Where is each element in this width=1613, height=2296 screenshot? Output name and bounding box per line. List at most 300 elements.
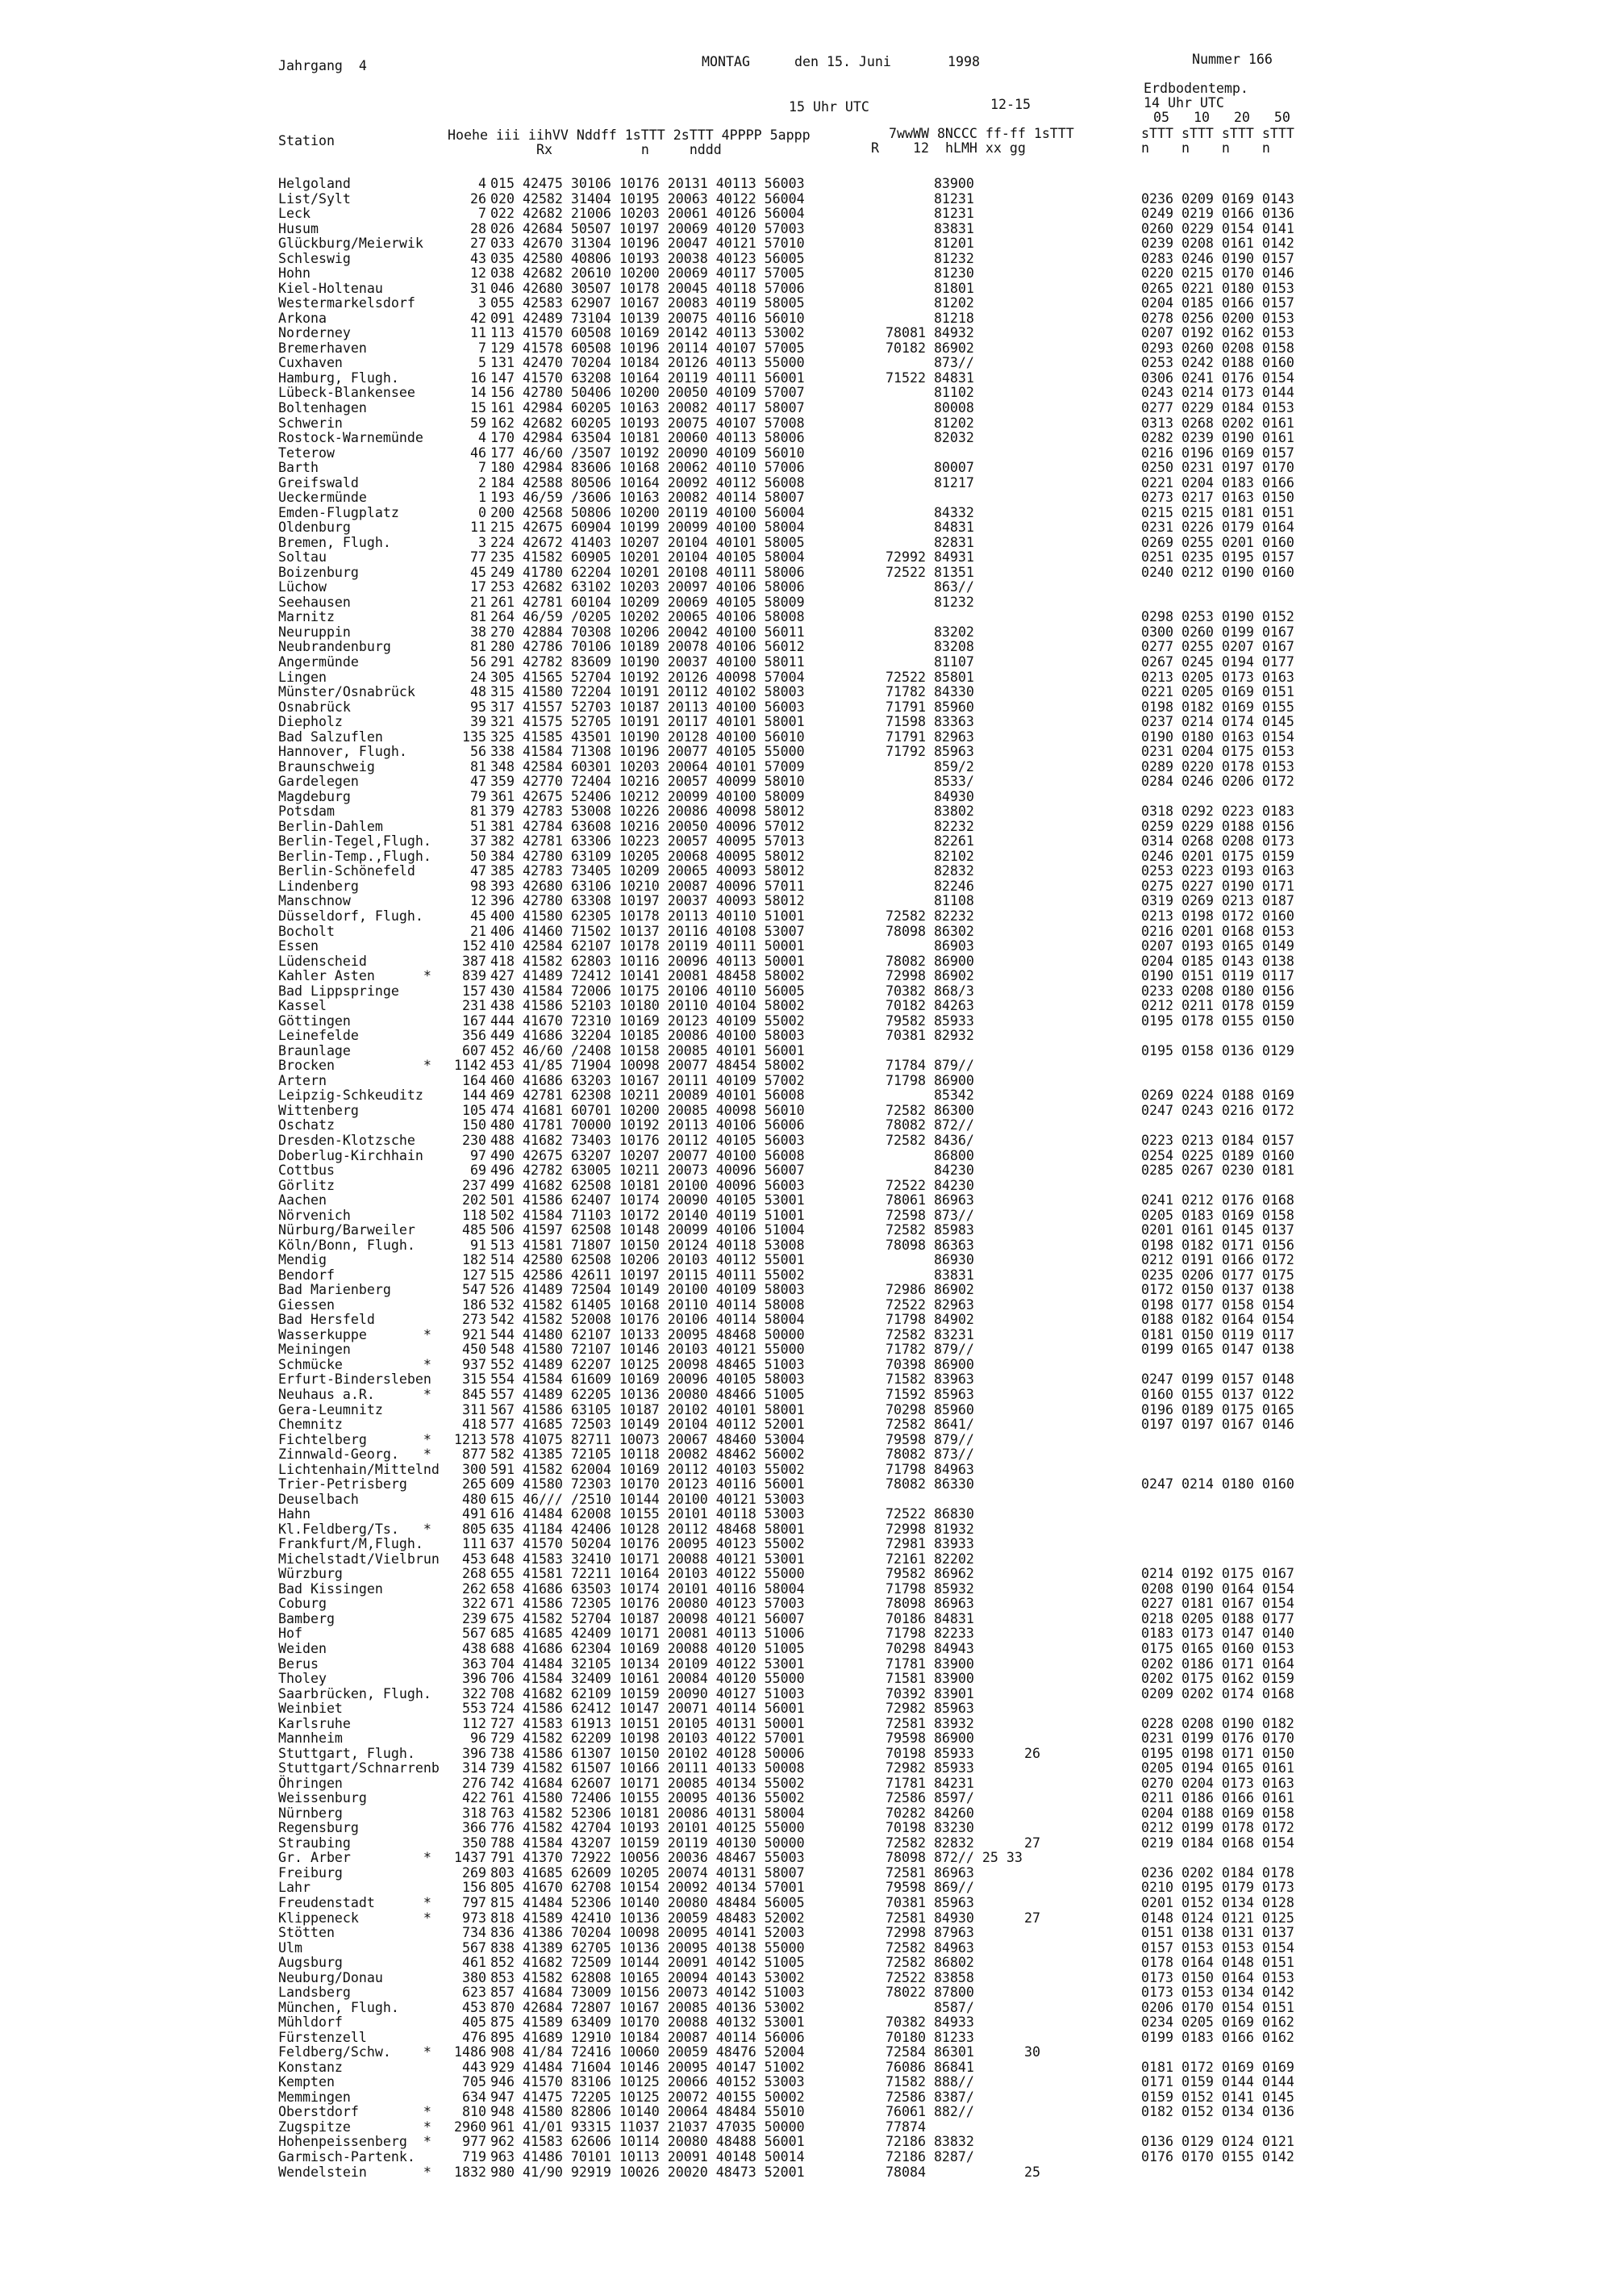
station-name: Frankfurt/M,Flugh. [278, 1536, 423, 1552]
cloud-groups: 80007 [886, 460, 974, 476]
table-row [0, 491, 1613, 506]
soil-temperatures: 0199 0183 0166 0162 [1141, 2029, 1294, 2045]
station-name: Cuxhaven [278, 355, 343, 371]
table-row [0, 550, 1613, 566]
cloud-groups: 72522 84230 [886, 1177, 974, 1193]
station-height: 480 [462, 1491, 486, 1507]
station-height: 50 [470, 848, 486, 864]
table-row [0, 2120, 1613, 2135]
table-row [0, 580, 1613, 595]
synop-groups: 129 41578 60508 10196 20114 40107 57005 [490, 340, 805, 356]
synop-groups: 685 41685 42409 10171 20081 40113 51006 [490, 1626, 805, 1642]
synop-groups: 761 41580 72406 10155 20095 40136 55002 [490, 1790, 805, 1806]
gust-group: 25 [1024, 2164, 1040, 2180]
cloud-groups: 72998 81932 [886, 1521, 974, 1537]
station-name: Berlin-Temp.,Flugh. [278, 848, 431, 864]
table-row [0, 1253, 1613, 1268]
table-row [0, 341, 1613, 357]
station-name: Dresden-Klotzsche [278, 1132, 415, 1148]
table-row [0, 1836, 1613, 1851]
station-name: Norderney [278, 325, 351, 341]
table-row [0, 685, 1613, 700]
table-row [0, 790, 1613, 805]
cloud-groups: 82261 [886, 833, 974, 850]
cloud-groups: 84831 [886, 520, 974, 536]
soil-temperatures: 0196 0189 0175 0165 [1141, 1401, 1294, 1417]
station-name: Brocken * [278, 1058, 431, 1074]
synop-groups: 270 42884 70308 10206 20042 40100 56011 [490, 624, 805, 640]
synop-groups: 325 41585 43501 10190 20128 40100 56010 [490, 728, 805, 745]
soil-temperatures: 0173 0153 0134 0142 [1141, 1985, 1294, 2001]
synop-groups: 929 41484 71604 10146 20095 40147 51002 [490, 2059, 805, 2075]
synop-groups: 742 41684 62607 10171 20085 40134 55002 [490, 1775, 805, 1791]
cloud-groups: 72982 85933 [886, 1760, 974, 1776]
station-name: Deuselbach [278, 1491, 359, 1507]
cloud-groups: 72582 83231 [886, 1326, 974, 1342]
cloud-groups: 79598 869// [886, 1880, 974, 1896]
synop-groups: 724 41586 62412 10147 20071 40114 56001 [490, 1701, 805, 1717]
station-height: 937 [462, 1356, 486, 1372]
synop-groups: 544 41480 62107 10133 20095 48468 50000 [490, 1326, 805, 1342]
synop-groups: 857 41684 73009 10156 20073 40142 51003 [490, 1985, 805, 2001]
station-name: Freiburg [278, 1864, 343, 1881]
table-row [0, 640, 1613, 655]
synop-groups: 253 42682 63102 10203 20097 40106 58006 [490, 579, 805, 595]
soil-temperatures: 0175 0165 0160 0153 [1141, 1640, 1294, 1656]
station-name: Würzburg [278, 1566, 343, 1582]
station-name: Nürburg/Barweiler [278, 1222, 415, 1238]
soil-temperatures: 0237 0214 0174 0145 [1141, 714, 1294, 730]
station-height: 973 [462, 1910, 486, 1926]
synop-groups: 113 41570 60508 10169 20142 40113 53002 [490, 325, 805, 341]
cloud-groups: 82032 [886, 430, 974, 445]
station-name: Zugspitze * [278, 2119, 431, 2135]
soil-temperatures: 0269 0255 0201 0160 [1141, 534, 1294, 550]
cloud-groups: 84230 [886, 1163, 974, 1178]
cloud-groups: 78022 87800 [886, 1985, 974, 2001]
cloud-groups: 71798 82233 [886, 1626, 974, 1642]
station-name: Braunlage [278, 1042, 351, 1058]
cloud-groups: 79582 85933 [886, 1012, 974, 1029]
cloud-groups: 81801 [886, 280, 974, 296]
station-name: Rostock-Warnemünde [278, 430, 423, 445]
station-name: Weissenburg [278, 1790, 367, 1806]
station-height: 567 [462, 1939, 486, 1956]
synop-groups: 382 42781 63306 10223 20057 40095 57013 [490, 833, 805, 850]
synop-groups: 035 42580 40806 10193 20038 40123 56005 [490, 250, 805, 266]
station-height: 127 [462, 1267, 486, 1283]
station-name: Köln/Bonn, Flugh. [278, 1237, 415, 1253]
station-height: 5 [478, 355, 486, 371]
soil-temperatures: 0148 0124 0121 0125 [1141, 1910, 1294, 1926]
cloud-groups: 72582 82832 [886, 1835, 974, 1851]
station-name: Schleswig [278, 250, 351, 266]
cloud-groups: 86930 [886, 1252, 974, 1268]
soil-temperatures: 0231 0199 0176 0170 [1141, 1730, 1294, 1747]
table-row [0, 236, 1613, 252]
synop-groups: 838 41389 62705 10136 20095 40138 55000 [490, 1939, 805, 1956]
soil-temperatures: 0277 0255 0207 0167 [1141, 639, 1294, 655]
synop-groups: 706 41584 32409 10161 20084 40120 55000 [490, 1671, 805, 1686]
station-height: 97 [470, 1147, 486, 1163]
station-name: Fürstenzell [278, 2029, 367, 2045]
synop-groups: 648 41583 32410 10171 20088 40121 53001 [490, 1551, 805, 1567]
table-row [0, 1238, 1613, 1254]
synop-groups: 554 41584 61609 10169 20096 40105 58003 [490, 1371, 805, 1388]
cloud-groups: 71782 879// [886, 1342, 974, 1358]
synop-groups: 502 41584 71103 10172 20140 40119 51001 [490, 1207, 805, 1223]
station-name: Hahn [278, 1506, 311, 1522]
cloud-groups: 72998 86902 [886, 968, 974, 984]
station-height: 366 [462, 1820, 486, 1836]
soil-temperatures: 0247 0199 0157 0148 [1141, 1371, 1294, 1388]
station-name: Kassel [278, 998, 327, 1014]
soil-temperatures: 0241 0212 0176 0168 [1141, 1192, 1294, 1208]
cloud-groups: 81102 [886, 385, 974, 401]
table-row [0, 1956, 1613, 1971]
cloud-groups: 71791 85960 [886, 699, 974, 715]
cloud-groups: 83208 [886, 639, 974, 655]
table-row [0, 1313, 1613, 1328]
station-name: Gr. Arber * [278, 1850, 431, 1866]
station-name: Saarbrücken, Flugh. [278, 1685, 431, 1701]
table-row [0, 1657, 1613, 1672]
station-name: Husum [278, 220, 319, 236]
table-row [0, 1193, 1613, 1209]
station-name: Wendelstein * [278, 2164, 431, 2180]
soil-temperatures: 0188 0182 0164 0154 [1141, 1312, 1294, 1328]
synop-groups: 430 41584 72006 10175 20106 40110 56005 [490, 983, 805, 999]
soil-temperatures: 0223 0213 0184 0157 [1141, 1132, 1294, 1148]
table-row [0, 1447, 1613, 1463]
gust-group: 27 [1024, 1835, 1040, 1851]
synop-groups: 321 41575 52705 10191 20117 40101 58001 [490, 714, 805, 730]
station-height: 2 [478, 474, 486, 491]
station-name: Straubing [278, 1835, 351, 1851]
cloud-groups: 72582 8641/ [886, 1417, 974, 1432]
soil-temperatures: 0277 0229 0184 0153 [1141, 400, 1294, 415]
station-name: Kempten [278, 2074, 335, 2090]
station-height: 273 [462, 1312, 486, 1328]
station-name: Mühldorf [278, 2014, 343, 2031]
synop-groups: 200 42568 50806 10200 20119 40100 56004 [490, 504, 805, 520]
soil-columns-heading: sTTT sTTT sTTT sTTT [1141, 126, 1294, 141]
soil-temperatures: 0298 0253 0190 0152 [1141, 609, 1294, 625]
soil-temperatures: 0247 0243 0216 0172 [1141, 1102, 1294, 1118]
table-row [0, 820, 1613, 835]
synop-groups: 480 41781 70000 10192 20113 40106 56006 [490, 1117, 805, 1133]
station-height: 839 [462, 968, 486, 984]
station-height: 265 [462, 1476, 486, 1492]
soil-temperature-heading: Erdbodentemp. [1144, 81, 1248, 96]
soil-temperatures: 0306 0241 0176 0154 [1141, 369, 1294, 386]
station-height: 7 [478, 340, 486, 356]
table-row [0, 1118, 1613, 1133]
station-name: Nürnberg [278, 1805, 343, 1821]
synop-groups: 162 42682 60205 10193 20075 40107 57008 [490, 415, 805, 431]
synop-groups: 496 42782 63005 10211 20073 40096 56007 [490, 1163, 805, 1178]
table-row [0, 506, 1613, 521]
table-row [0, 1209, 1613, 1224]
soil-temperatures: 0212 0199 0178 0172 [1141, 1820, 1294, 1836]
table-row [0, 774, 1613, 790]
table-row [0, 1701, 1613, 1717]
station-height: 47 [470, 774, 486, 790]
station-height: 81 [470, 609, 486, 625]
station-name: Bad Salzuflen [278, 728, 383, 745]
table-row [0, 1058, 1613, 1074]
table-row [0, 1074, 1613, 1089]
station-height: 356 [462, 1028, 486, 1044]
cloud-groups: 72598 873// [886, 1207, 974, 1223]
station-height: 42 [470, 310, 486, 326]
synop-groups: 400 41580 62305 10178 20113 40110 51001 [490, 908, 805, 924]
synop-groups: 393 42680 63106 10210 20087 40096 57011 [490, 878, 805, 894]
station-name: Trier-Petrisberg [278, 1476, 407, 1492]
station-height: 45 [470, 908, 486, 924]
table-row [0, 2150, 1613, 2165]
cloud-groups: 72581 84930 [886, 1910, 974, 1926]
synop-groups: 637 41570 50204 10176 20095 40123 55002 [490, 1536, 805, 1552]
cloud-groups: 72186 8287/ [886, 2149, 974, 2165]
station-height: 705 [462, 2074, 486, 2090]
station-name: Bendorf [278, 1267, 335, 1283]
station-height: 262 [462, 1580, 486, 1597]
synop-groups: 895 41689 12910 10184 20087 40114 56006 [490, 2029, 805, 2045]
station-name: Zinnwald-Georg. * [278, 1446, 431, 1463]
table-row [0, 1731, 1613, 1747]
station-name: Bremerhaven [278, 340, 367, 356]
table-row [0, 670, 1613, 686]
cloud-groups: 70298 85960 [886, 1401, 974, 1417]
soil-temperatures: 0289 0220 0178 0153 [1141, 758, 1294, 774]
synop-groups: 499 41682 62508 10181 20100 40096 56003 [490, 1177, 805, 1193]
soil-temperatures: 0207 0193 0165 0149 [1141, 938, 1294, 954]
synop-groups: 763 41582 52306 10181 20086 40131 58004 [490, 1805, 805, 1821]
table-row [0, 1342, 1613, 1358]
synop-groups: 396 42780 63308 10197 20037 40093 58012 [490, 893, 805, 909]
station-name: Barth [278, 460, 319, 476]
observation-time-heading: 15 Uhr UTC [789, 99, 869, 115]
table-row [0, 2031, 1613, 2046]
soil-temperatures: 0318 0292 0223 0183 [1141, 804, 1294, 820]
soil-temperatures: 0205 0183 0169 0158 [1141, 1207, 1294, 1223]
station-name: Münster/Osnabrück [278, 684, 415, 699]
cloud-groups: 859/2 [886, 758, 974, 774]
table-row [0, 1537, 1613, 1552]
soil-temperatures: 0202 0175 0162 0159 [1141, 1671, 1294, 1686]
table-row [0, 700, 1613, 716]
cloud-groups: 70182 86902 [886, 340, 974, 356]
station-name: Weiden [278, 1640, 327, 1656]
gust-group: 26 [1024, 1745, 1040, 1761]
cloud-groups: 71798 86900 [886, 1072, 974, 1088]
table-row [0, 520, 1613, 536]
synop-groups: 947 41475 72205 10125 20072 40155 50002 [490, 2089, 805, 2105]
station-height: 4 [478, 176, 486, 191]
synop-groups: 022 42682 21006 10203 20061 40126 56004 [490, 206, 805, 222]
cloud-groups: 72986 86902 [886, 1282, 974, 1298]
soil-temperatures: 0265 0221 0180 0153 [1141, 280, 1294, 296]
synop-groups: 147 41570 63208 10164 20119 40111 56001 [490, 369, 805, 386]
cloud-groups: 72582 86802 [886, 1955, 974, 1971]
cloud-groups: 81218 [886, 310, 974, 326]
soil-temperatures: 0283 0246 0190 0157 [1141, 250, 1294, 266]
station-name: Freudenstadt * [278, 1895, 431, 1910]
soil-temperatures: 0221 0204 0183 0166 [1141, 474, 1294, 491]
table-row [0, 1911, 1613, 1927]
table-row [0, 1717, 1613, 1732]
cloud-columns-subheading: 12 hLMH xx gg [913, 140, 1026, 156]
cloud-groups: 71782 84330 [886, 684, 974, 699]
synop-groups: 361 42675 52406 10212 20099 40100 58009 [490, 788, 805, 804]
synop-groups: 791 41370 72922 10056 20036 48467 55003 [490, 1850, 805, 1866]
station-name: Wittenberg [278, 1102, 359, 1118]
synop-groups: 291 42782 83609 10190 20037 40100 58011 [490, 654, 805, 670]
soil-temperatures: 0282 0239 0190 0161 [1141, 430, 1294, 445]
station-name: Bad Lippspringe [278, 983, 399, 999]
station-name: Manschnow [278, 893, 351, 909]
cloud-groups: 71798 84902 [886, 1312, 974, 1328]
synop-groups: 131 42470 70204 10184 20126 40113 55000 [490, 355, 805, 371]
synop-groups: 515 42586 42611 10197 20115 40111 55002 [490, 1267, 805, 1283]
table-row [0, 1433, 1613, 1448]
synop-groups: 474 41681 60701 10200 20085 40098 56010 [490, 1102, 805, 1118]
station-height: 4 [478, 430, 486, 445]
station-height: 156 [462, 1880, 486, 1896]
table-row [0, 2060, 1613, 2076]
station-name: Lahr [278, 1880, 311, 1896]
station-height: 300 [462, 1461, 486, 1477]
soil-temperatures: 0253 0223 0193 0163 [1141, 863, 1294, 879]
synop-groups: 381 42784 63608 10216 20050 40096 57012 [490, 818, 805, 834]
soil-depths-heading: 05 10 20 50 [1153, 110, 1290, 125]
table-row [0, 1283, 1613, 1298]
table-row [0, 446, 1613, 461]
soil-temperatures: 0236 0209 0169 0143 [1141, 190, 1294, 207]
station-name: Bad Marienberg [278, 1282, 391, 1298]
synop-groups: 161 42984 60205 10163 20082 40117 58007 [490, 400, 805, 415]
synop-groups: 963 41486 70101 10113 20091 40148 50014 [490, 2149, 805, 2165]
table-row [0, 177, 1613, 192]
cloud-groups: 76061 882// [886, 2104, 974, 2120]
synop-groups: 427 41489 72412 10141 20081 48458 58002 [490, 968, 805, 984]
station-name: Düsseldorf, Flugh. [278, 908, 423, 924]
synop-groups: 384 42780 63109 10205 20068 40095 58012 [490, 848, 805, 864]
cloud-columns-heading: 7wwWW 8NCCC ff-ff 1sTTT [889, 126, 1074, 141]
synop-groups: 193 46/59 /3606 10163 20082 40114 58007 [490, 490, 805, 506]
table-row [0, 566, 1613, 581]
table-row [0, 1328, 1613, 1343]
cloud-groups: 71798 84963 [886, 1461, 974, 1477]
cloud-groups: 72982 85963 [886, 1701, 974, 1717]
station-name: Neuruppin [278, 624, 351, 640]
soil-temperatures: 0202 0186 0171 0164 [1141, 1655, 1294, 1672]
station-name: Soltau [278, 549, 327, 566]
synop-groups: 170 42984 63504 10181 20060 40113 58006 [490, 430, 805, 445]
soil-temperatures: 0204 0185 0166 0157 [1141, 295, 1294, 311]
table-row [0, 879, 1613, 895]
soil-temperatures: 0151 0138 0131 0137 [1141, 1925, 1294, 1940]
synop-groups: 264 46/59 /0205 10202 20065 40106 58008 [490, 609, 805, 625]
cloud-groups: 71784 879// [886, 1058, 974, 1074]
station-column-heading: Station [278, 133, 335, 148]
table-row [0, 252, 1613, 267]
synop-groups: 488 41682 73403 10176 20112 40105 56003 [490, 1132, 805, 1148]
soil-temperatures: 0181 0172 0169 0169 [1141, 2059, 1294, 2075]
synop-groups: 338 41584 71308 10196 20077 40105 55000 [490, 744, 805, 760]
table-row [0, 1417, 1613, 1433]
table-row [0, 326, 1613, 341]
soil-temperatures: 0220 0215 0170 0146 [1141, 265, 1294, 282]
table-row [0, 401, 1613, 416]
cloud-groups: 71792 85963 [886, 744, 974, 760]
station-name: Regensburg [278, 1820, 359, 1836]
soil-temperatures: 0198 0182 0169 0155 [1141, 699, 1294, 715]
station-height: 39 [470, 714, 486, 730]
station-height: 186 [462, 1296, 486, 1313]
synop-groups: 557 41489 62205 10136 20080 48466 51005 [490, 1386, 805, 1402]
cloud-groups: 71781 83900 [886, 1655, 974, 1672]
synop-groups: 469 42781 62308 10211 20089 40101 56008 [490, 1087, 805, 1104]
jahrgang-label: Jahrgang 4 [278, 58, 367, 73]
station-name: Bamberg [278, 1610, 335, 1626]
cloud-groups: 72582 84963 [886, 1939, 974, 1956]
station-name: Lingen [278, 669, 327, 685]
station-height: 37 [470, 833, 486, 850]
table-row [0, 1971, 1613, 1986]
table-row [0, 999, 1613, 1014]
cloud-groups: 70298 84943 [886, 1640, 974, 1656]
table-row [0, 1642, 1613, 1657]
synop-groups: 532 41582 61405 10168 20110 40114 58008 [490, 1296, 805, 1313]
station-height: 17 [470, 579, 486, 595]
station-height: 453 [462, 1551, 486, 1567]
soil-temperatures: 0221 0205 0169 0151 [1141, 684, 1294, 699]
station-name: Teterow [278, 445, 335, 461]
station-name: Lübeck-Blankensee [278, 385, 415, 401]
station-name: Doberlug-Kirchhain [278, 1147, 423, 1163]
soil-temperatures: 0210 0195 0179 0173 [1141, 1880, 1294, 1896]
table-row [0, 1358, 1613, 1373]
table-row [0, 1851, 1613, 1866]
table-row [0, 1149, 1613, 1164]
station-height: 396 [462, 1745, 486, 1761]
table-row [0, 1477, 1613, 1492]
cloud-groups: 78098 86302 [886, 923, 974, 939]
soil-temperatures: 0267 0245 0194 0177 [1141, 654, 1294, 670]
synop-groups: 359 42770 72404 10216 20057 40099 58010 [490, 774, 805, 790]
cloud-groups: 72522 86830 [886, 1506, 974, 1522]
table-row [0, 2075, 1613, 2090]
station-name: Hannover, Flugh. [278, 744, 407, 760]
soil-temperatures: 0269 0224 0188 0169 [1141, 1087, 1294, 1104]
cloud-groups: 72186 83832 [886, 2134, 974, 2150]
cloud-groups: 71781 84231 [886, 1775, 974, 1791]
cloud-groups: 71592 85963 [886, 1386, 974, 1402]
cloud-groups: 83831 [886, 220, 974, 236]
station-name: Stuttgart/Schnarrenb [278, 1760, 440, 1776]
synop-groups: 776 41582 42704 10193 20101 40125 55000 [490, 1820, 805, 1836]
cloud-groups: 70182 84263 [886, 998, 974, 1014]
cloud-groups: 78061 86963 [886, 1192, 974, 1208]
table-row [0, 954, 1613, 970]
cloud-groups: 81202 [886, 415, 974, 431]
soil-temperatures: 0214 0192 0175 0167 [1141, 1566, 1294, 1582]
synop-groups: 980 41/90 92919 10026 20020 48473 52001 [490, 2164, 805, 2180]
cloud-groups: 81217 [886, 474, 974, 491]
soil-temperatures: 0236 0202 0184 0178 [1141, 1864, 1294, 1881]
